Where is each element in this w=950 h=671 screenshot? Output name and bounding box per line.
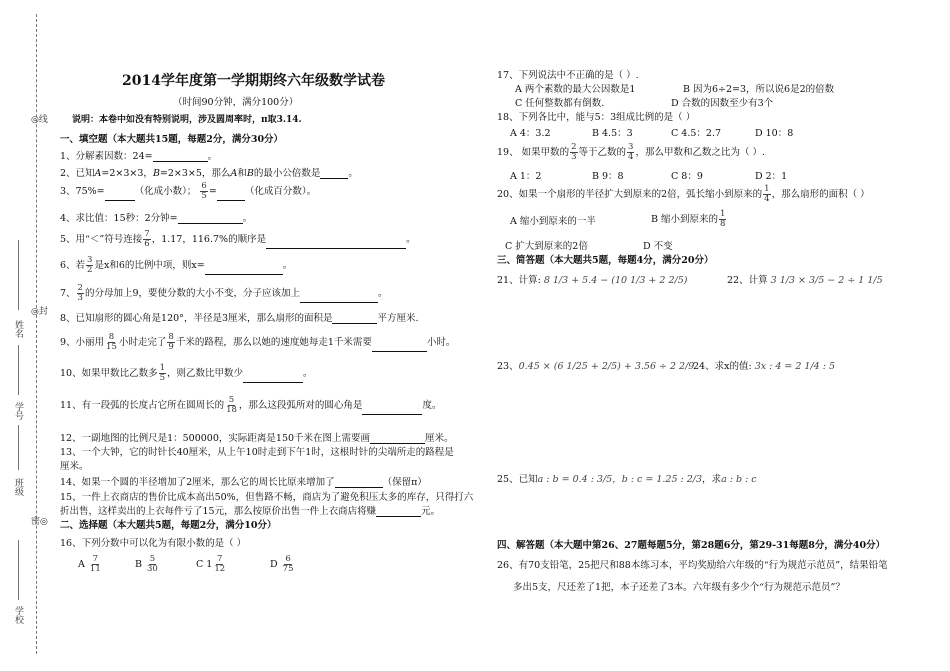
answer-blank[interactable] [335,477,383,488]
fraction: $\frac{1}{8}$ [720,209,726,229]
binding-mark-feng: ◎封 [31,307,48,317]
option-18c[interactable]: C 4.5：2.7 [671,128,722,139]
question-20: 20、如果一个扇形的半径扩大到原来的2倍，弧长缩小到原来的 $\frac{1}{4}$ ，那么扇形的面积（ ） [497,184,870,204]
binding-line [36,14,37,654]
question-14: 14、如果一个圆的半径增加了2厘米，那么它的周长比原来增加了 （保留π） [60,477,427,488]
question-1: 1、分解素因数：24= 。 [60,151,218,162]
subtitle: （时间90分钟，满分100分） [173,97,299,108]
question-5: 5、用“＜”符号连接 $\frac{7}{6}$ ，1.17，116.7%的顺序是 。 [60,229,416,249]
question-13: 13、一个大钟，它的时针长40厘米，从上午10时走到下午1时，这根时针的尖端所走的路程是 [60,447,454,458]
question-17: 17、下列说法中不正确的是（ ）. [497,70,639,81]
answer-blank[interactable] [320,168,348,179]
option-20a[interactable]: A 缩小到原来的一半 [510,216,596,227]
option-20d[interactable]: D 不变 [643,241,673,252]
option-16d[interactable]: D $\frac{6}{75}$ [270,554,294,574]
question-22: 22、计算 3 1/3 × 3/5 − 2 ÷ 1 1/5 [727,275,883,286]
fraction: $\frac{7}{11}$ [89,554,101,574]
fraction: $\frac{3}{2}$ [87,255,93,275]
question-21: 21、计算: 8 1/3 + 5.4 − (10 1/3 + 2 2/5) [497,275,688,286]
answer-blank[interactable] [178,213,243,224]
question-24: 24、求x的值: 3x : 4 = 2 1/4 : 5 [693,361,836,372]
question-23: 23、0.45 × (6 1/25 + 2/5) + 3.56 ÷ 2 2/9 [497,361,695,372]
option-20c[interactable]: C 扩大到原来的2倍 [505,241,588,252]
question-11: 11、有一段弧的长度占它所在圆周长的 $\frac{5}{18}$ ，那么这段弧所对的圆心角是 度。 [60,395,442,415]
fraction: $\frac{8}{15}$ [106,332,117,352]
option-19a[interactable]: A 1：2 [510,171,542,182]
question-3: 3、75%= （化成小数）； $\frac{6}{5}$ = （化成百分数）。 [60,181,317,201]
number-blank [18,345,19,395]
option-16c[interactable]: C 1 $\frac{7}{12}$ [196,554,226,574]
name-label: 姓名 [13,320,23,338]
answer-blank[interactable] [266,238,406,249]
fraction: $\frac{6}{5}$ [201,181,207,201]
question-9: 9、小丽用 $\frac{8}{15}$ 小时走完了 $\frac{8}{9}$ 千米的路程，那么以她的速度她每走1千米需要 小时。 [60,332,456,352]
answer-blank[interactable] [217,190,245,201]
option-19d[interactable]: D 2：1 [755,171,788,182]
section1-heading: 一、填空题（本大题共15题，每题2分，满分30分） [60,134,284,145]
option-17c[interactable]: C 任何整数都有倒数. [515,98,605,109]
question-26-cont: 多出5支，尺还差了1把，本子还差了3本。六年级有多少个“行为规范示范员”？ [513,582,845,593]
answer-blank[interactable] [205,264,283,275]
answer-blank[interactable] [370,433,425,444]
school-label: 学校 [13,606,23,624]
fraction: $\frac{7}{6}$ [144,229,150,249]
option-17b[interactable]: B 因为6÷2=3，所以说6是2的倍数 [683,84,835,95]
section4-heading: 四、解答题（本大题中第26、27题每题5分，第28题6分，第29-31每题8分，满分40分） [497,540,886,551]
option-17a[interactable]: A 两个素数的最大公因数是1 [515,84,636,95]
question-19: 19、 如果甲数的 $\frac{2}{3}$ 等于乙数的 $\frac{3}{4}$ ，那么甲数和乙数之比为（ ）. [497,142,766,162]
question-26: 26、有70支铅笔，25把尺和88本练习本，平均奖励给六年级的“行为规范示范员”，结果铅笔 [497,560,888,571]
option-17d[interactable]: D 合数的因数至少有3个 [671,98,774,109]
option-19b[interactable]: B 9：8 [592,171,624,182]
fraction: $\frac{3}{4}$ [628,142,634,162]
fraction: $\frac{1}{4}$ [764,184,770,204]
question-2: 2、已知A=2×3×3，B=2×3×5，那么A和B的最小公倍数是 。 [60,168,358,179]
class-label: 班级 [13,478,23,496]
option-18a[interactable]: A 4：3.2 [510,128,551,139]
answer-blank[interactable] [300,292,378,303]
name-blank [18,240,19,310]
answer-blank[interactable] [362,404,422,415]
option-18d[interactable]: D 10：8 [755,128,794,139]
fraction: $\frac{5}{18}$ [226,395,237,415]
answer-blank[interactable] [332,313,377,324]
answer-blank[interactable] [243,372,303,383]
fraction: $\frac{6}{75}$ [282,554,294,574]
fraction: $\frac{8}{9}$ [168,332,174,352]
question-15-cont: 折出售，这样卖出的上衣每件亏了15元，那么按原价出售一件上衣商店将赚 元。 [60,506,441,517]
option-19c[interactable]: C 8：9 [671,171,703,182]
binding-mark-mi: 密◎ [31,517,48,527]
fraction: $\frac{5}{30}$ [147,554,158,574]
question-13-cont: 厘米。 [60,461,89,472]
page-title: 2014学年度第一学期期终六年级数学试卷 [122,73,385,89]
number-label: 学号 [13,402,23,420]
question-4: 4、求比值：15秒：2分钟= 。 [60,213,253,224]
option-16b[interactable]: B $\frac{5}{30}$ [135,554,158,574]
question-15: 15、一件上衣商店的售价比成本高出50%，但售路不畅，商店为了避免积压太多的库存，只得打六 [60,492,474,503]
fraction: $\frac{2}{3}$ [77,283,83,303]
question-6: 6、若 $\frac{3}{2}$ 是x和6的比例中项，则x= 。 [60,255,293,275]
question-12: 12、一副地图的比例尺是1：500000，实际距离是150千米在图上需要画 厘米。 [60,433,454,444]
question-10: 10、如果甲数比乙数多 $\frac{1}{5}$ ，则乙数比甲数少 。 [60,363,313,383]
section3-heading: 三、简答题（本大题共5题，每题4分，满分20分） [497,255,714,266]
option-20b[interactable]: B 缩小到原来的 $\frac{1}{8}$ [651,209,726,229]
question-16: 16、下列分数中可以化为有限小数的是（ ） [60,538,247,549]
fraction: $\frac{1}{5}$ [159,363,166,383]
option-18b[interactable]: B 4.5：3 [592,128,633,139]
binding-mark-xian: ◎线 [31,115,48,125]
class-blank [18,425,19,470]
school-blank [18,540,19,600]
question-8: 8、已知扇形的圆心角是120°，半径是3厘米，那么扇形的面积是 平方厘米. [60,313,419,324]
answer-blank[interactable] [372,341,427,352]
fraction: $\frac{2}{3}$ [571,142,577,162]
instruction-note: 说明：本卷中如没有特别说明，涉及圆周率时，π取3.14. [72,115,302,125]
answer-blank[interactable] [105,190,135,201]
question-18: 18、下列各比中，能与5：3组成比例的是（ ） [497,112,696,123]
option-16a[interactable]: A $\frac{7}{11}$ [78,554,101,574]
section2-heading: 二、选择题（本大题共5题，每题2分，满分10分） [60,520,277,531]
answer-blank[interactable] [153,151,208,162]
fraction: $\frac{7}{12}$ [214,554,226,574]
question-25: 25、已知a : b = 0.4 : 3/5，b : c = 1.25 : 2/3，求a : b : c [497,474,757,485]
answer-blank[interactable] [376,506,421,517]
question-7: 7、 $\frac{2}{3}$ 的分母加上9，要使分数的大小不变，分子应该加上 。 [60,283,388,303]
